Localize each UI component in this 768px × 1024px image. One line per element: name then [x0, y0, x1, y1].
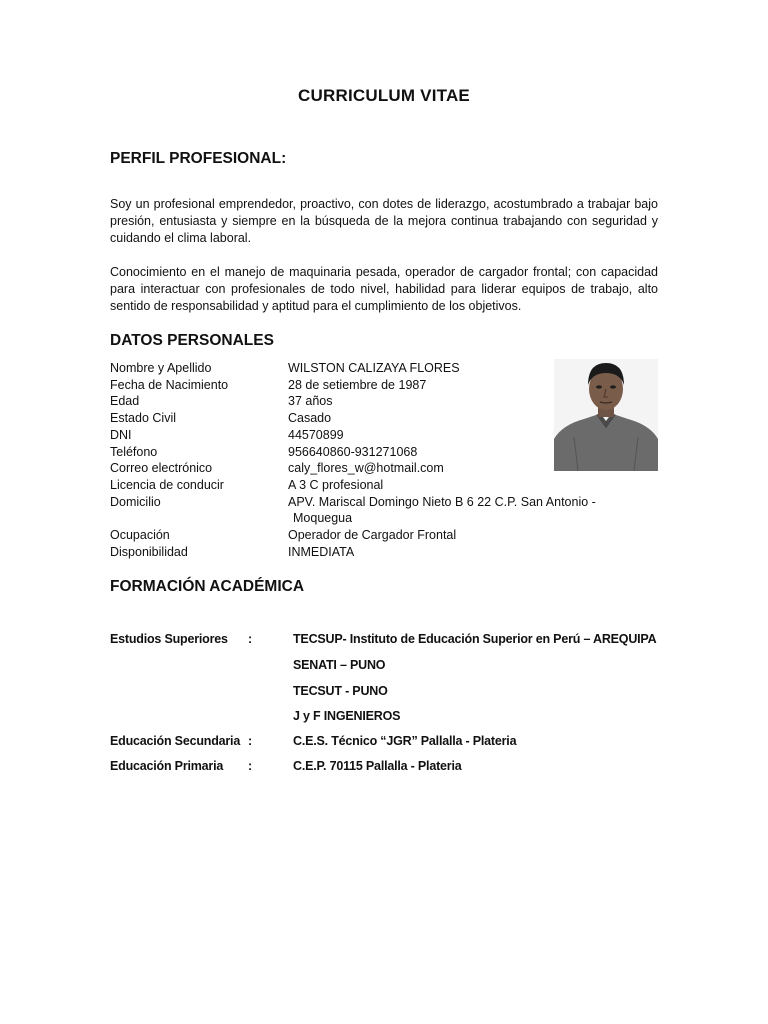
datos-label: DNI	[110, 427, 132, 442]
edu-row-superiores	[110, 632, 670, 646]
edu-colon: :	[248, 734, 252, 748]
document-title: CURRICULUM VITAE	[298, 86, 470, 105]
datos-label: Disponibilidad	[110, 544, 188, 559]
edu-colon: :	[248, 632, 252, 646]
datos-row-domicilio	[110, 494, 630, 527]
edu-superiores-main-bold: TECSUP-	[293, 632, 347, 646]
formacion-heading: FORMACIÓN ACADÉMICA	[110, 578, 305, 595]
datos-value: Operador de Cargador Frontal	[288, 528, 457, 543]
datos-row-licencia	[110, 477, 630, 494]
edu-row-primaria	[110, 759, 670, 773]
edu-superiores-extra-3: J y F INGENIEROS	[293, 709, 401, 723]
edu-value	[293, 632, 670, 646]
datos-row-dni	[110, 427, 630, 444]
edu-label: Educación Primaria	[110, 759, 224, 773]
edu-superiores-extra-2: TECSUT - PUNO	[293, 684, 388, 698]
datos-label: Correo electrónico	[110, 461, 213, 476]
datos-label: Nombre y Apellido	[110, 361, 212, 375]
datos-value: A 3 C profesional	[288, 477, 384, 492]
edu-superiores-extra-1: SENATI – PUNO	[293, 658, 386, 672]
datos-heading: DATOS PERSONALES	[110, 332, 274, 349]
datos-value: caly_flores_w@hotmail.com	[288, 461, 444, 476]
edu-label: Educación Secundaria	[110, 734, 241, 748]
datos-row-fecha	[110, 377, 630, 394]
edu-colon: :	[248, 759, 252, 773]
datos-value: WILSTON CALIZAYA FLORES	[288, 361, 460, 375]
domicilio-line-1: APV. Mariscal Domingo Nieto B 6 22 C.P. San Antonio -	[288, 494, 596, 509]
datos-row-ocupacion	[110, 527, 630, 544]
datos-label: Domicilio	[110, 494, 161, 509]
edu-superiores-main-rest: Instituto de Educación Superior en Perú – AREQUIPA	[346, 632, 657, 646]
edu-value: C.E.S. Técnico “JGR” Pallalla - Plateria	[293, 734, 517, 748]
datos-value: 956640860-931271068	[288, 444, 418, 459]
perfil-heading: PERFIL PROFESIONAL:	[110, 150, 287, 167]
edu-label: Estudios Superiores	[110, 632, 228, 646]
datos-table	[110, 360, 630, 560]
datos-label: Estado Civil	[110, 411, 176, 426]
datos-row-correo	[110, 460, 630, 477]
datos-row-telefono	[110, 444, 630, 461]
profile-photo	[554, 359, 658, 471]
datos-label: Fecha de Nacimiento	[110, 377, 229, 392]
datos-value: 44570899	[288, 427, 344, 442]
datos-value	[288, 494, 630, 527]
datos-row-disponibilidad	[110, 544, 630, 561]
datos-label: Licencia de conducir	[110, 477, 224, 492]
edu-value: C.E.P. 70115 Pallalla - Plateria	[293, 759, 462, 773]
perfil-paragraph-1: Soy un profesional emprendedor, proactivo, con dotes de liderazgo, acostumbrado a trabajar bajo presión, entusiasta y siempre en la búsqueda de la mejora continua trabajando con seguridad y cuidando el clima laboral.	[110, 197, 658, 245]
datos-value: 28 de setiembre de 1987	[288, 377, 427, 392]
datos-label: Ocupación	[110, 528, 170, 543]
datos-value: Casado	[288, 411, 332, 426]
datos-row-nombre	[110, 360, 630, 377]
perfil-paragraph-2: Conocimiento en el manejo de maquinaria pesada, operador de cargador frontal; con capacidad para interactuar con profesionales de todo nivel, habilidad para liderar equipos de trabajo, alto sentido de responsabilidad y aptitud para el cumplimiento de los objetivos.	[110, 265, 658, 313]
profile-photo-illustration	[554, 359, 658, 471]
datos-row-estado-civil	[110, 410, 630, 427]
datos-label: Teléfono	[110, 444, 158, 459]
edu-row-secundaria	[110, 734, 670, 748]
domicilio-line-2: Moquegua	[293, 511, 353, 526]
datos-value: 37 años	[288, 394, 333, 409]
datos-row-edad	[110, 393, 630, 410]
datos-value: INMEDIATA	[288, 544, 355, 559]
datos-label: Edad	[110, 394, 140, 409]
